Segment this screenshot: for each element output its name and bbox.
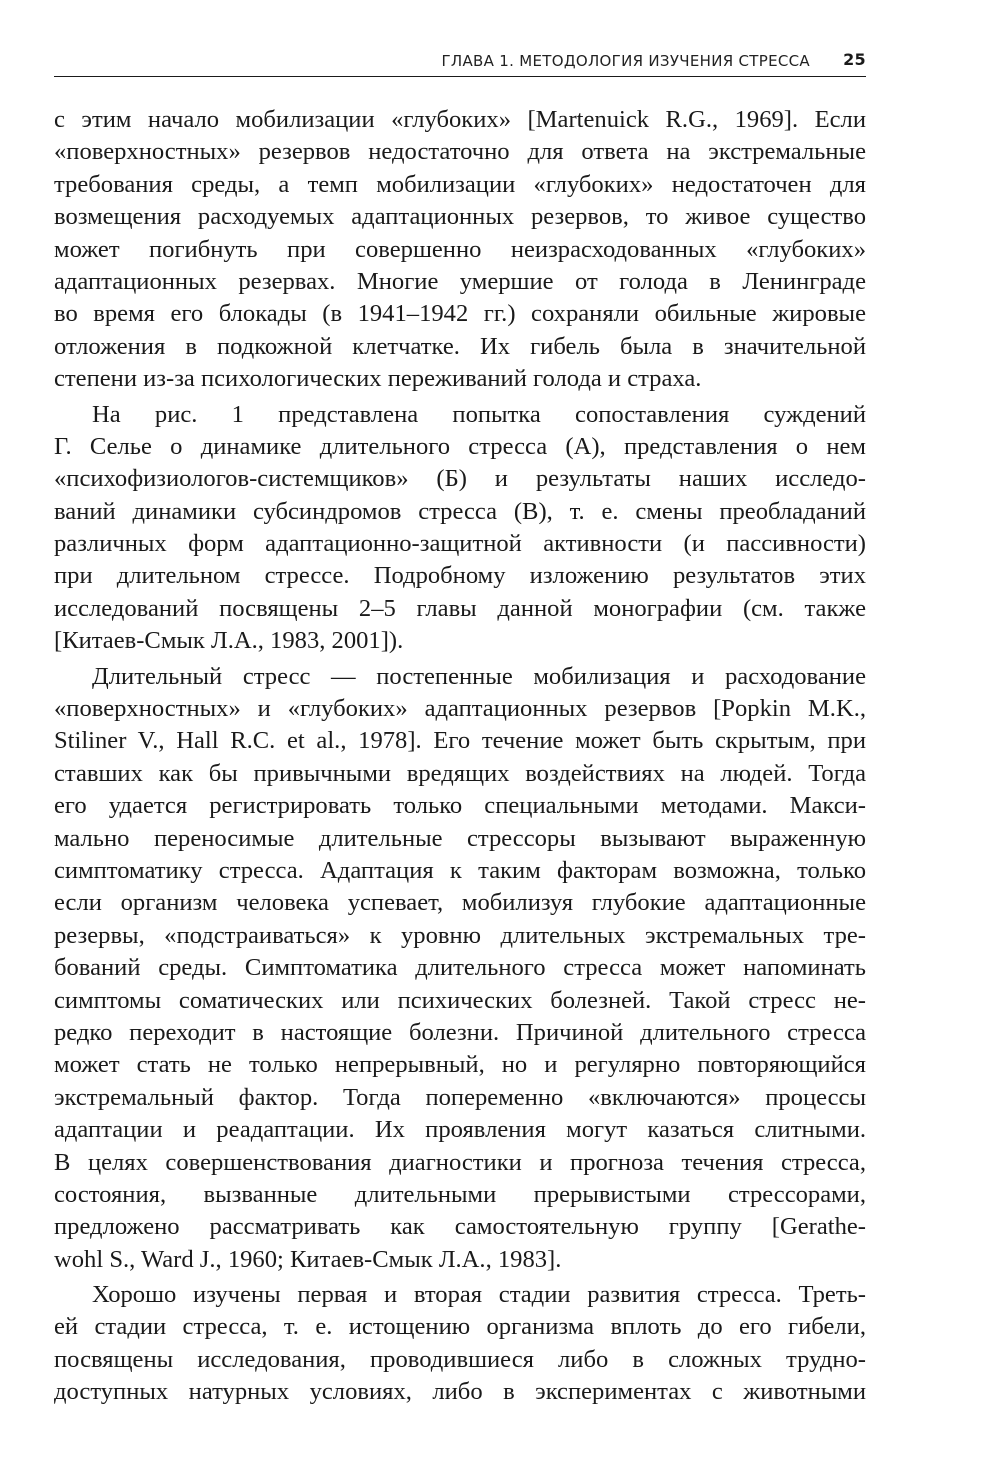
text-line: ваний динамики субсиндромов стресса (В), т. е. смены преобладаний bbox=[54, 497, 866, 525]
text-line: предложено рассматривать как самостоятельную группу [Gerathe- bbox=[54, 1213, 866, 1241]
text-line: редко переходит в настоящие болезни. Причиной длительного стресса bbox=[54, 1018, 866, 1046]
text-line: если организм человека успевает, мобилизуя глубокие адаптационные bbox=[54, 889, 866, 917]
text-line: может погибнуть при совершенно неизрасходованных «глубоких» bbox=[54, 235, 866, 263]
text-line: мально переносимые длительные стрессоры вызывают выраженную bbox=[54, 824, 866, 852]
paragraph-first-line: На рис. 1 представлена попытка сопоставления суждений bbox=[92, 400, 866, 428]
text-line: экстремальный фактор. Тогда попеременно «включаются» процессы bbox=[54, 1083, 866, 1111]
text-line: бований среды. Симптоматика длительного стресса может напоминать bbox=[54, 954, 866, 982]
text-line: адаптационных резервах. Многие умершие от голода в Ленинграде bbox=[54, 267, 866, 295]
text-line: Г. Селье о динамике длительного стресса (А), представления о нем bbox=[54, 432, 866, 460]
text-line: «психофизиологов-системщиков» (Б) и результаты наших исследо- bbox=[54, 465, 866, 493]
text-line: В целях совершенствования диагностики и прогноза течения стресса, bbox=[54, 1148, 866, 1176]
text-line: во время его блокады (в 1941–1942 гг.) сохраняли обильные жировые bbox=[54, 300, 866, 328]
text-line: симптомы соматических или психических болезней. Такой стресс не- bbox=[54, 986, 866, 1014]
text-line: требования среды, а темп мобилизации «глубоких» недостаточен для bbox=[54, 170, 866, 198]
text-line: его удается регистрировать только специальными методами. Макси- bbox=[54, 792, 866, 820]
body-text bbox=[54, 104, 866, 1409]
text-line: «поверхностных» резервов недостаточно для ответа на экстремальные bbox=[54, 138, 866, 166]
text-line: исследований посвящены 2–5 главы данной монографии (см. также bbox=[54, 594, 866, 622]
text-line: ей стадии стресса, т. е. истощению организма вплоть до его гибели, bbox=[54, 1313, 866, 1341]
text-line: состояния, вызванные длительными прерывистыми стрессорами, bbox=[54, 1180, 866, 1208]
page-number: 25 bbox=[843, 50, 866, 69]
text-line: ставших как бы привычными вредящих воздействиях на людей. Тогда bbox=[54, 759, 866, 787]
text-line: адаптации и реадаптации. Их проявления могут казаться слитными. bbox=[54, 1116, 866, 1144]
text-line: симптоматику стресса. Адаптация к таким факторам возможна, только bbox=[54, 856, 866, 884]
text-line: при длительном стрессе. Подробному изложению результатов этих bbox=[54, 562, 866, 590]
text-line: [Китаев-Смык Л.А., 1983, 2001]). bbox=[54, 627, 404, 655]
text-line: посвящены исследования, проводившиеся либо в сложных трудно- bbox=[54, 1345, 866, 1373]
text-line: wohl S., Ward J., 1960; Китаев-Смык Л.А., 1983]. bbox=[54, 1245, 562, 1273]
running-header bbox=[54, 50, 866, 77]
text-line: доступных натурных условиях, либо в экспериментах с животными bbox=[54, 1378, 866, 1406]
text-line: отложения в подкожной клетчатке. Их гибель была в значительной bbox=[54, 332, 866, 360]
text-line: различных форм адаптационно-защитной активности (и пассивности) bbox=[54, 530, 866, 558]
text-line: «поверхностных» и «глубоких» адаптационных резервов [Popkin M.K., bbox=[54, 695, 866, 723]
text-line: возмещения расходуемых адаптационных резервов, то живое существо bbox=[54, 203, 866, 231]
text-line: с этим начало мобилизации «глубоких» [Martenuick R.G., 1969]. Если bbox=[54, 106, 866, 133]
text-line: может стать не только непрерывный, но и регулярно повторяющийся bbox=[54, 1051, 866, 1079]
text-line: Stiliner V., Hall R.C. et al., 1978]. Его течение может быть скрытым, при bbox=[54, 727, 866, 755]
chapter-title: ГЛАВА 1. МЕТОДОЛОГИЯ ИЗУЧЕНИЯ СТРЕССА bbox=[441, 52, 810, 70]
text-line: резервы, «подстраиваться» к уровню длительных экстремальных тре- bbox=[54, 921, 866, 949]
paragraph-first-line: Длительный стресс — постепенные мобилизация и расходование bbox=[92, 662, 866, 690]
paragraph-first-line: Хорошо изучены первая и вторая стадии развития стресса. Треть- bbox=[92, 1281, 866, 1309]
text-line: степени из-за психологических переживаний голода и страха. bbox=[54, 365, 702, 393]
